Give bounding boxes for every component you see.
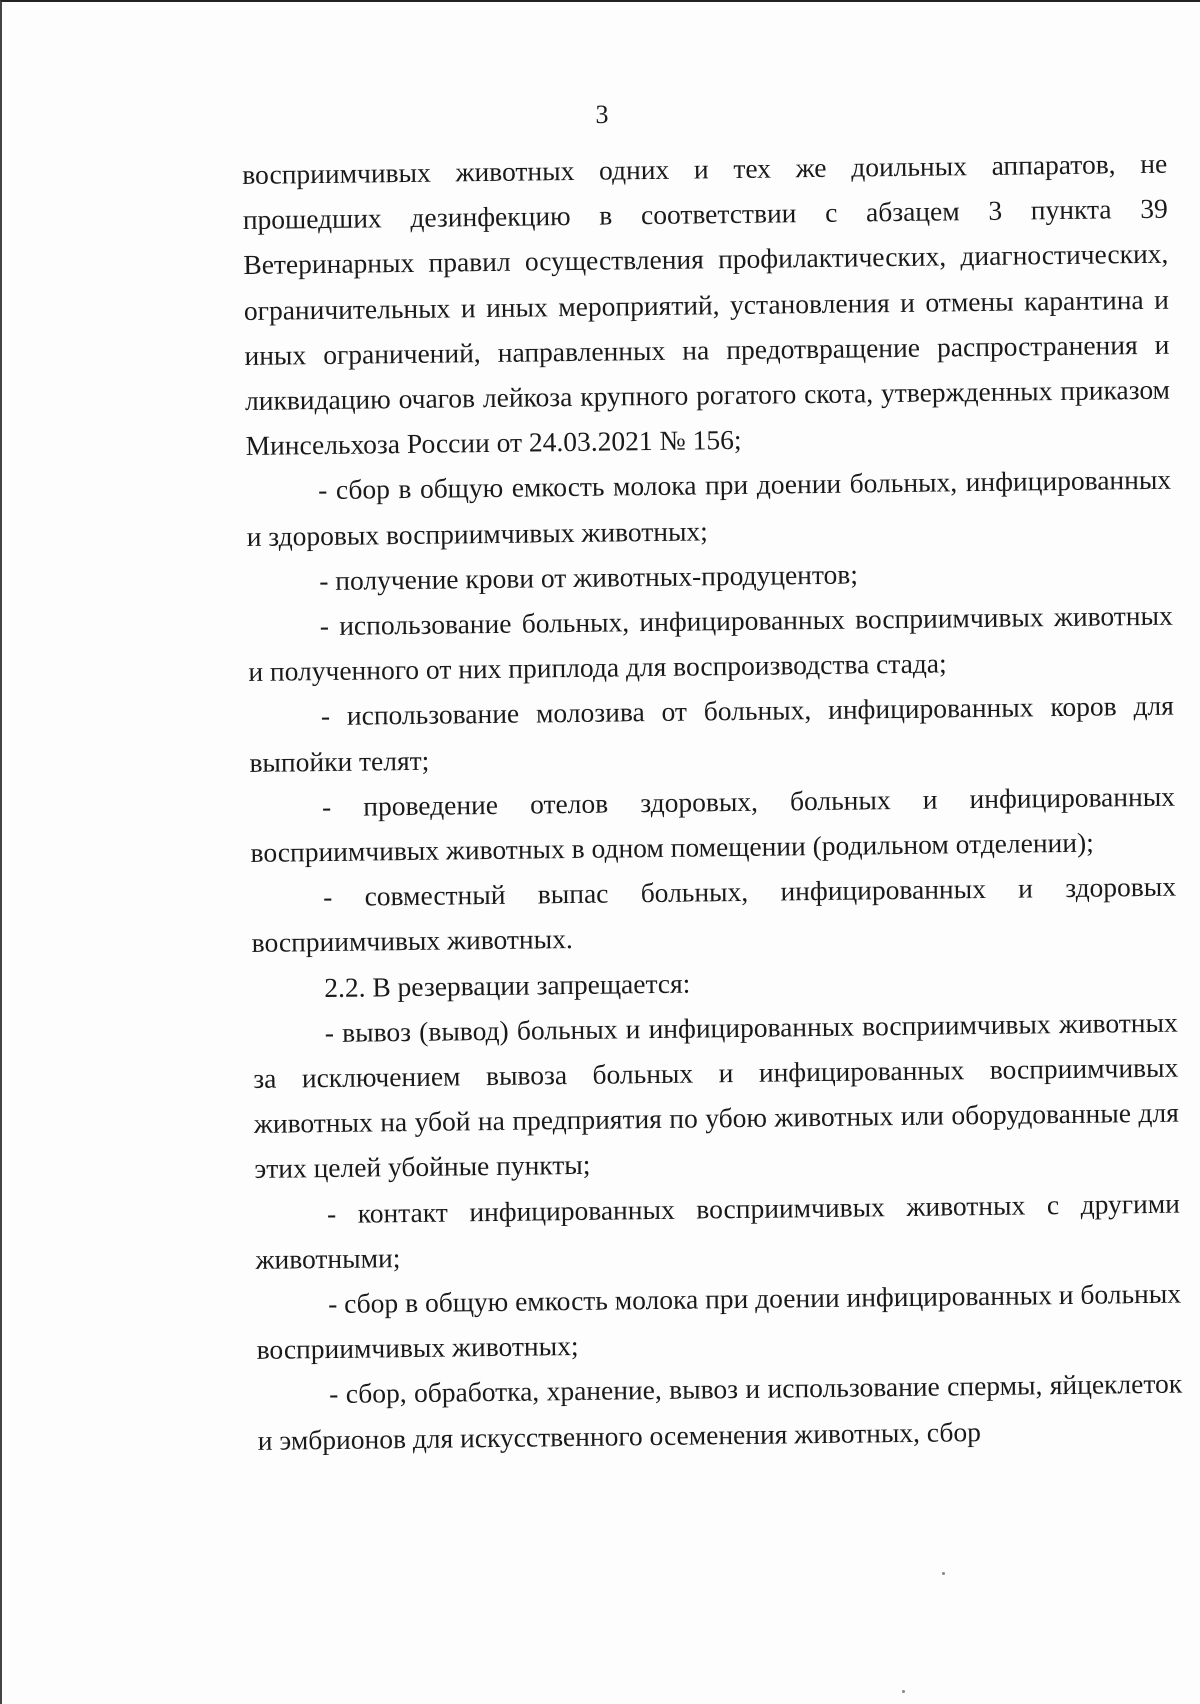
paragraph-list-item: - совместный выпас больных, инфицированных и здоровых восприимчивых животных. [251,870,1177,959]
page-number: 3 [595,100,609,129]
scan-artifact [942,1572,945,1575]
paragraph-list-item: - использование молозива от больных, инфицированных коров для выпойки телят; [249,690,1175,778]
paragraph-list-item: - сбор в общую емкость молока при доении инфицированных и больных восприимчивых животных; [256,1277,1182,1366]
paragraph-list-item: - контакт инфицированных восприимчивых животных с другими животными; [255,1187,1181,1275]
section-heading: 2.2. В резервации запрещается: [324,967,691,1003]
paragraph-list-item: - сбор в общую емкость молока при доении больных, инфицированных и здоровых восприимчивых животных; [246,464,1172,552]
paragraph-list-item: - использование больных, инфицированных восприимчивых животных и полученного от них приплода для воспроизводства стада; [248,599,1173,688]
document-body [242,141,1183,1463]
paragraph-list-item: - проведение отелов здоровых, больных и инфицированных восприимчивых животных в одном помещении (родильном отделении); [250,780,1176,868]
scan-artifact [902,1690,905,1693]
paragraph-list-item: - вывоз (вывод) больных и инфицированных восприимчивых животных за исключением вывоза больных и инфицированных восприимчивых животных на убой на предприятия по убою животных или оборудованные для этих целей убойные пункты; [253,1006,1179,1185]
paragraph-list-item: - сбор, обработка, хранение, вывоз и использование спермы, яйцеклеток и эмбрионов для искусственного осеменения животных, сбор [257,1368,1183,1456]
paragraph-continuation: восприимчивых животных одних и тех же доильных аппаратов, не прошедших дезинфекцию в соответствии с абзацем 3 пункта 39 Ветеринарных правил осуществления профилактических, диагностических, ограничительных и иных мероприятий, установления и отмены карантина и иных ограничений, направленных на предотвращение распространения и ликвидацию очагов лейкоза крупного рогатого скота, утвержденных приказом Минсельхоза России от 24.03.2021 № 156; [242,147,1171,462]
paragraph-list-item: - получение крови от животных-продуцентов; [319,558,859,596]
